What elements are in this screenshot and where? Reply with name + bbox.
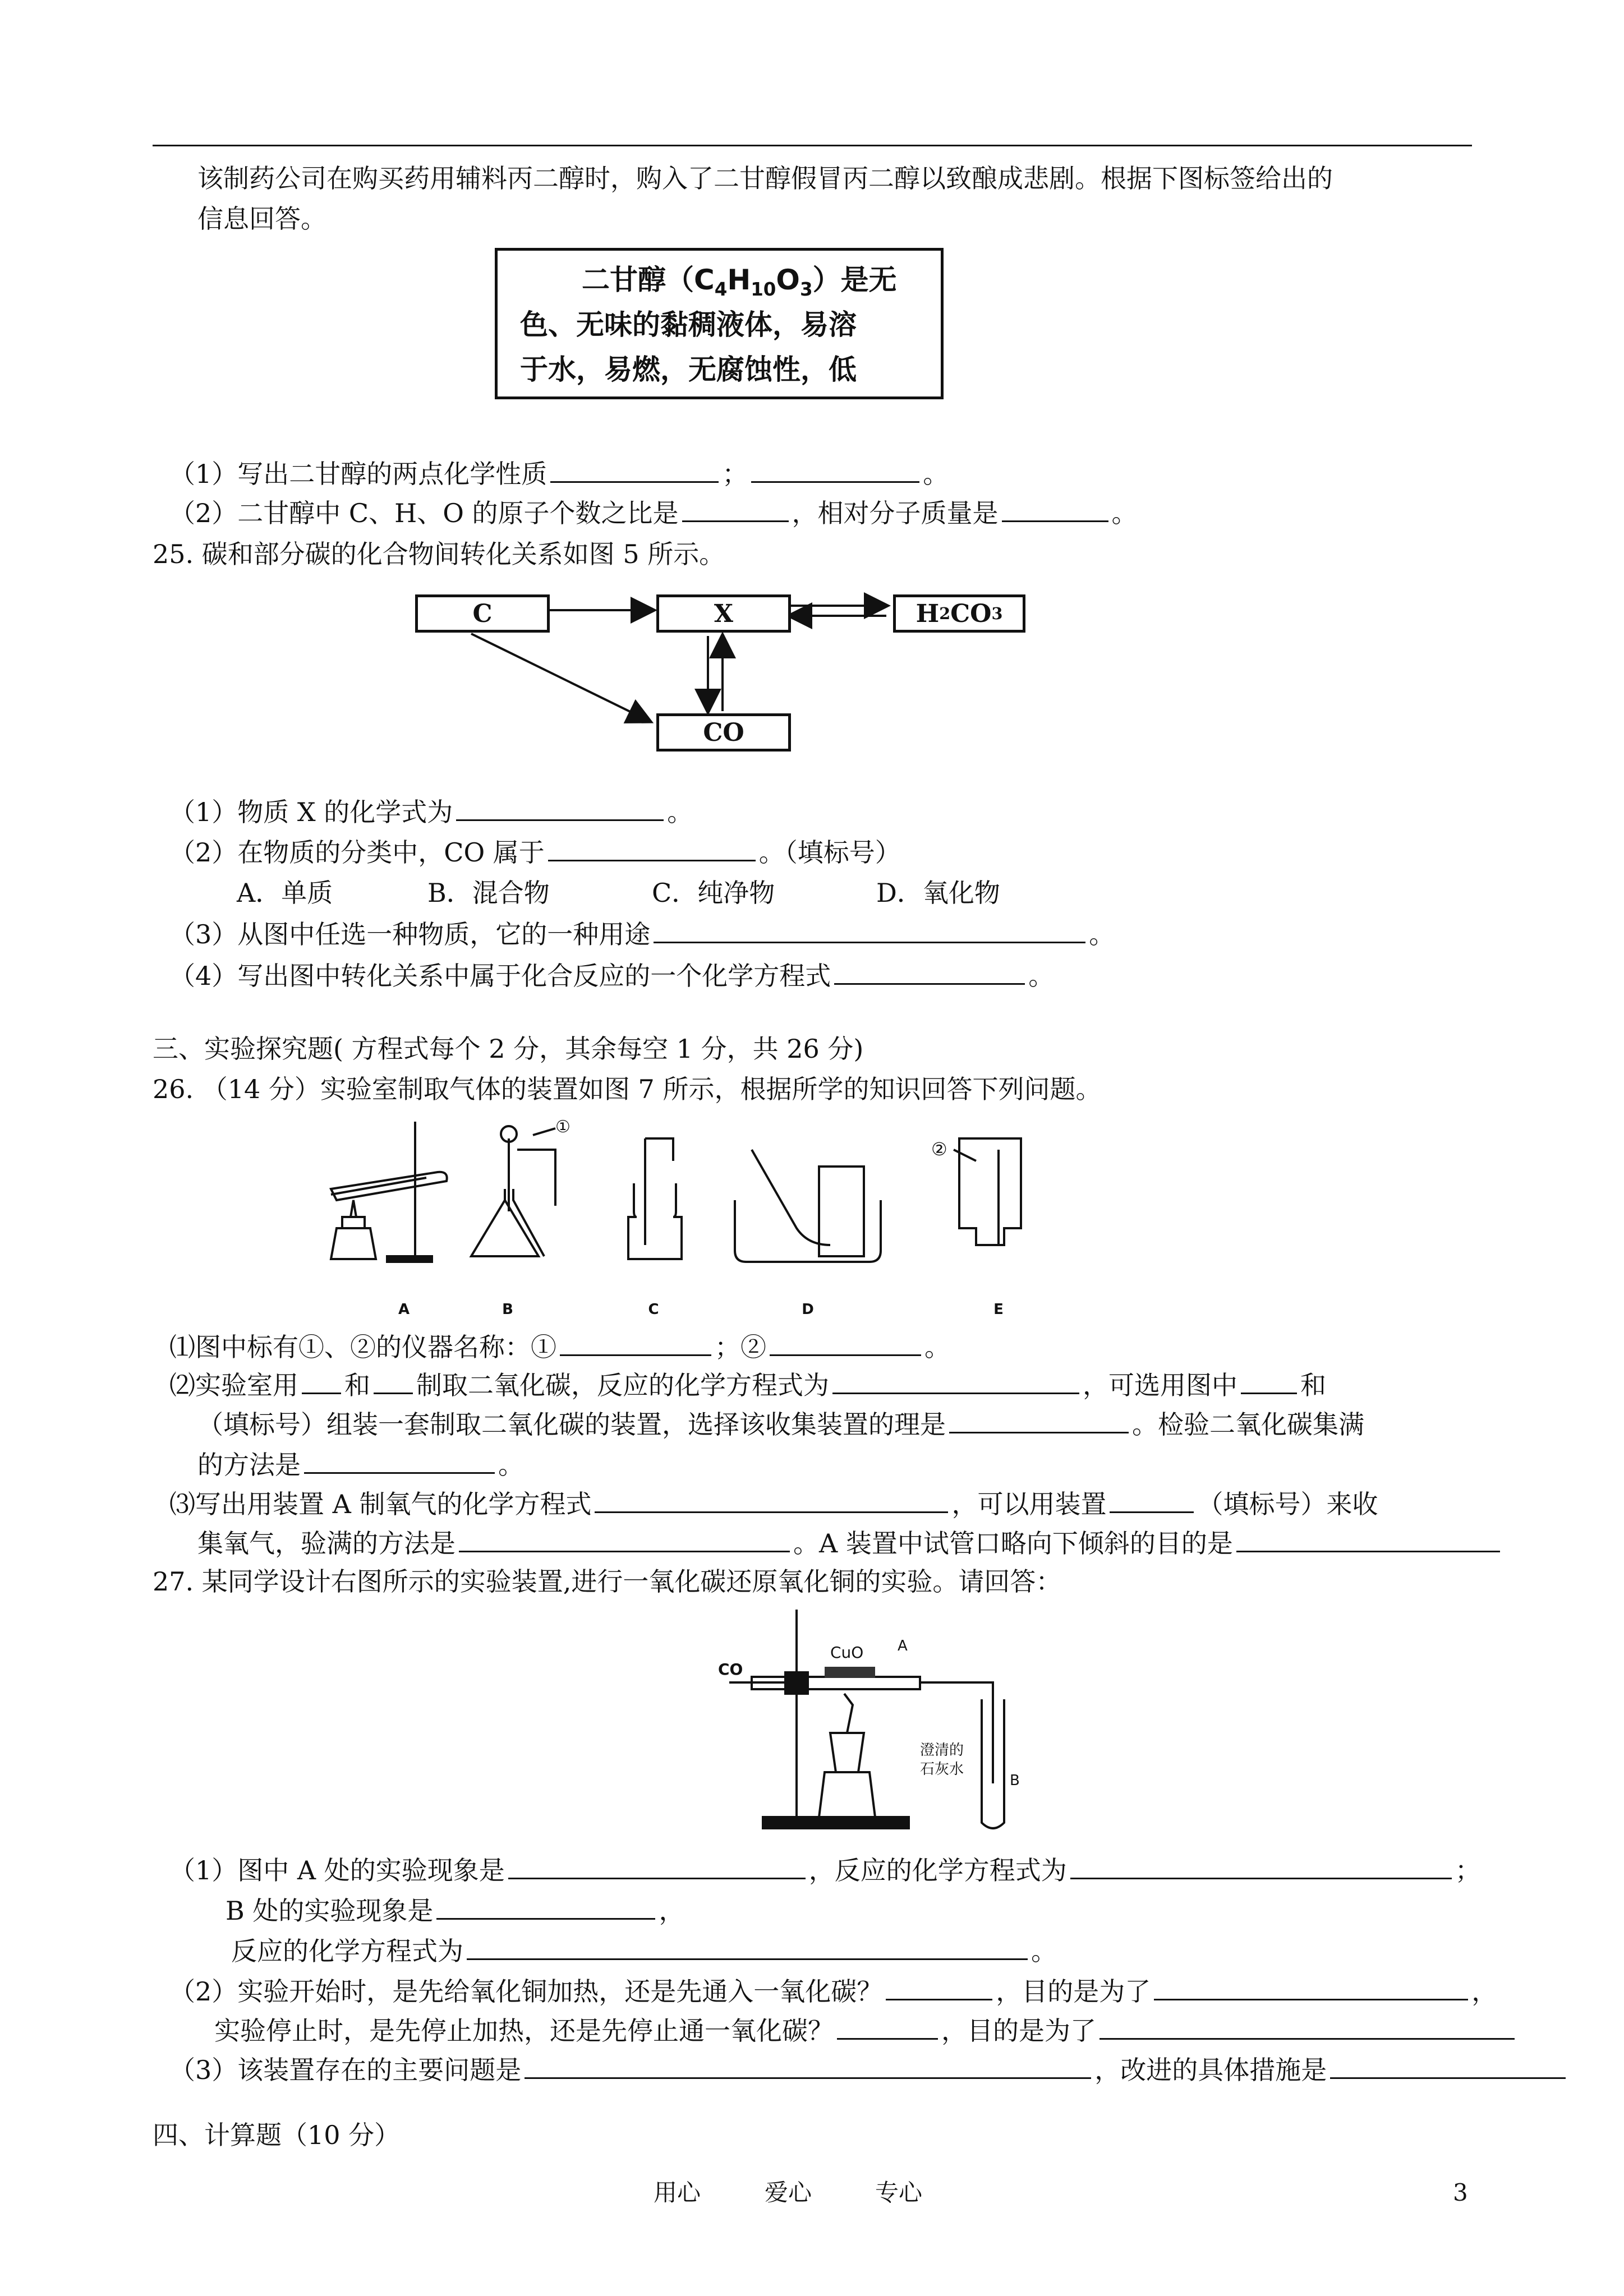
q25-part-3: （3）从图中任选一种物质，它的一种用途 。 [169, 919, 1115, 949]
q24-part-1: （1）写出二甘醇的两点化学性质 ； 。 [169, 459, 949, 489]
answer-blank[interactable] [834, 960, 1025, 985]
q26-part-2-line-1: ⑵实验室用 和 制取二氧化碳，反应的化学方程式为 ，可选用图中 和 [169, 1370, 1326, 1400]
header-rule [153, 145, 1472, 146]
option-c[interactable]: C．纯净物 [652, 878, 775, 908]
q27-part-1-line-3: 反应的化学方程式为 。 [231, 1936, 1057, 1966]
node-h2co3: H 2 CO 3 [893, 594, 1025, 633]
label-b: B [1010, 1772, 1020, 1789]
footer-motto-2: 爱心 [765, 2179, 812, 2206]
answer-blank[interactable] [1099, 2014, 1515, 2040]
apparatus-drawing [314, 1116, 1066, 1324]
answer-blank[interactable] [1330, 2054, 1566, 2079]
answer-blank[interactable] [302, 1369, 341, 1394]
q26-part-3-line-2: 集氧气，验满的方法是 。A 装置中试管口略向下倾斜的目的是 [197, 1527, 1503, 1560]
answer-blank[interactable] [456, 796, 664, 821]
q27-part-3: （3）该装置存在的主要问题是 ，改进的具体措施是 [169, 2053, 1569, 2087]
answer-blank[interactable] [837, 2014, 938, 2040]
node-c: C [415, 594, 550, 633]
q24-part-2: （2）二甘醇中 C、H、O 的原子个数之比是 ，相对分子质量是 。 [169, 498, 1138, 528]
label-line-2: 色、无味的黏稠液体，易溶 [520, 308, 857, 341]
node-x: X [656, 594, 791, 633]
section-3-title: 三、实验探究题( 方程式每个 2 分，其余每空 1 分，共 26 分) [153, 1034, 864, 1064]
q25-part-2: （2）在物质的分类中，CO 属于 。（填标号） [169, 837, 901, 868]
answer-blank[interactable] [886, 1975, 992, 2000]
answer-blank[interactable] [548, 836, 756, 861]
answer-blank[interactable] [374, 1369, 413, 1394]
product-label-box [495, 248, 944, 399]
answer-blank[interactable] [459, 1527, 790, 1552]
q25-title: 25. 碳和部分碳的化合物间转化关系如图 5 所示。 [153, 539, 725, 569]
answer-blank[interactable] [682, 497, 789, 522]
answer-blank[interactable] [751, 458, 919, 483]
carbon-conversion-diagram [415, 589, 1032, 751]
label-a: A [898, 1638, 908, 1654]
intro-line-2: 信息回答。 [197, 204, 326, 234]
answer-blank[interactable] [1236, 1527, 1500, 1552]
answer-blank[interactable] [525, 2054, 1091, 2079]
option-d[interactable]: D．氧化物 [876, 878, 1000, 908]
answer-blank[interactable] [832, 1369, 1079, 1394]
q25-part-1: （1）物质 X 的化学式为 。 [169, 797, 693, 827]
q26-title: 26. （14 分）实验室制取气体的装置如图 7 所示，根据所学的知识回答下列问题。 [153, 1074, 1102, 1104]
co-reduction-apparatus [718, 1604, 1055, 1839]
option-a[interactable]: A．单质 [237, 878, 333, 908]
node-co: CO [656, 713, 791, 751]
marker-1: ① [555, 1117, 571, 1137]
q27-part-1-line-1: （1）图中 A 处的实验现象是 ，反应的化学方程式为 ； [169, 1855, 1481, 1885]
q26-part-2-line-3: 的方法是 。 [197, 1450, 524, 1480]
section-4-title: 四、计算题（10 分） [153, 2120, 401, 2150]
answer-blank[interactable] [654, 918, 1085, 943]
q27-part-2-line-2: 实验停止时，是先停止加热，还是先停止通一氧化碳？ ，目的是为了 [214, 2014, 1518, 2048]
answer-blank[interactable] [436, 1894, 655, 1920]
gas-apparatus-figure [314, 1116, 1066, 1324]
apparatus-label-b: B [502, 1301, 513, 1318]
answer-blank[interactable] [1002, 497, 1108, 522]
answer-blank[interactable] [508, 1854, 806, 1879]
footer-motto-3: 专心 [875, 2179, 923, 2206]
label-co: CO [718, 1660, 743, 1679]
intro-line-1: 该制药公司在购买药用辅料丙二醇时，购入了二甘醇假冒丙二醇以致酿成悲剧。根据下图标签给出的 [197, 163, 1333, 193]
answer-blank[interactable] [560, 1331, 711, 1356]
apparatus-label-d: D [802, 1301, 814, 1318]
q26-part-3-line-1: ⑶写出用装置 A 制氧气的化学方程式 ，可以用装置 （填标号）来收 [169, 1489, 1378, 1519]
answer-blank[interactable] [1154, 1975, 1468, 2000]
answer-blank[interactable] [1110, 1488, 1194, 1513]
q27-part-2-line-1: （2）实验开始时，是先给氧化铜加热，还是先通入一氧化碳？ ，目的是为了 ， [169, 1976, 1498, 2007]
q26-part-1: ⑴图中标有①、②的仪器名称：① ；② 。 [169, 1332, 950, 1362]
label-line-1: 二甘醇$(C_4H_{10}O_3)$是无 [582, 264, 897, 300]
answer-blank[interactable] [770, 1331, 921, 1356]
label-line-3: 于水，易燃，无腐蚀性，低 [520, 353, 857, 386]
q25-options [237, 876, 1000, 910]
apparatus-label-e: E [993, 1301, 1004, 1318]
label-cuo: CuO [830, 1643, 864, 1662]
answer-blank[interactable] [304, 1449, 495, 1474]
q27-part-1-line-2: B 处的实验现象是 ， [226, 1896, 685, 1926]
label-limewater-1: 澄清的 [920, 1742, 964, 1759]
label-limewater-2: 石灰水 [920, 1761, 964, 1778]
answer-blank[interactable] [949, 1408, 1129, 1433]
q27-title: 27. 某同学设计右图所示的实验装置,进行一氧化碳还原氧化铜的实验。请回答： [153, 1566, 1062, 1597]
answer-blank[interactable] [1241, 1369, 1297, 1394]
answer-blank[interactable] [595, 1488, 948, 1513]
answer-blank[interactable] [1070, 1854, 1452, 1879]
co-apparatus-drawing [718, 1604, 1055, 1839]
q26-part-2-line-2: （填标号）组装一套制取二氧化碳的装置，选择该收集装置的理是 。检验二氧化碳集满 [197, 1409, 1364, 1440]
answer-blank[interactable] [467, 1935, 1028, 1960]
marker-2: ② [931, 1138, 947, 1160]
answer-blank[interactable] [550, 458, 719, 483]
apparatus-label-c: C [648, 1301, 659, 1318]
q25-part-4: （4）写出图中转化关系中属于化合反应的一个化学方程式 。 [169, 961, 1055, 991]
footer-motto-1: 用心 [654, 2179, 701, 2206]
apparatus-label-a: A [398, 1301, 410, 1318]
page-number: 3 [1453, 2179, 1468, 2206]
option-b[interactable]: B．混合物 [427, 878, 550, 908]
